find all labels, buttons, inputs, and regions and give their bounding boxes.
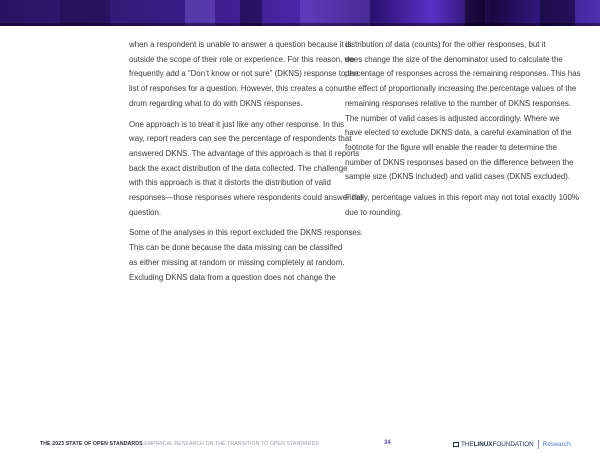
- paragraph: Some of the analyses in this report excluded the DKNS responses. This can be done because the data missing can be classified as either missing at random or missing completely at random. Excluding DKNS data from a question does not change the: [129, 228, 363, 282]
- header-decorative-band: [0, 0, 600, 26]
- page-number: 34: [384, 440, 391, 446]
- footer-report-title: [40, 441, 319, 447]
- linux-foundation-mark-icon: [453, 442, 459, 447]
- linux-foundation-research-logo: THE LINUX FOUNDATION Research: [453, 439, 571, 449]
- paragraph: One approach is to treat it just like any other response. In this way, report readers can see the percentage of respondents that answered DKNS. The advantage of this approach is that it reports back the exact distribution of the data collected. The challenge with this approach is that it distorts the distribution of valid responses—those responses where respondents could answer the question.: [129, 119, 363, 217]
- report-title: THE 2023 STATE OF OPEN STANDARDS: [40, 441, 143, 447]
- paragraph: Finally, percentage values in this report may not total exactly 100% due to rounding.: [345, 193, 579, 217]
- report-subtitle: EMPIRICAL RESEARCH ON THE TRANSITION TO OPEN STANDARDS: [144, 441, 319, 447]
- left-text-column: [129, 38, 363, 291]
- logo-divider: [538, 440, 539, 449]
- paragraph: distribution of data (counts) for the other responses, but it does change the size of the denominator used to calculate the percentage of responses across the remaining responses. This has the effect of proportionally increasing the percentage values of the remaining responses relative to the number of DKNS responses. The number of valid cases is adjusted accordingly. Where we have elected to exclude DKNS data, a careful examination of the footnote for the figure will enable the reader to determine the number of DKNS responses based on the difference between the sample size (DKNS included) and valid cases (DKNS excluded).: [345, 40, 581, 182]
- paragraph: when a respondent is unable to answer a question because it is outside the scope of their role or experience. For this reason, we frequently add a “Don’t know or not sure” (DKNS) response to the list of responses for a question. However, this creates a conun- drum regarding what to do with DKNS responses.: [129, 40, 359, 108]
- right-text-column: [345, 38, 581, 226]
